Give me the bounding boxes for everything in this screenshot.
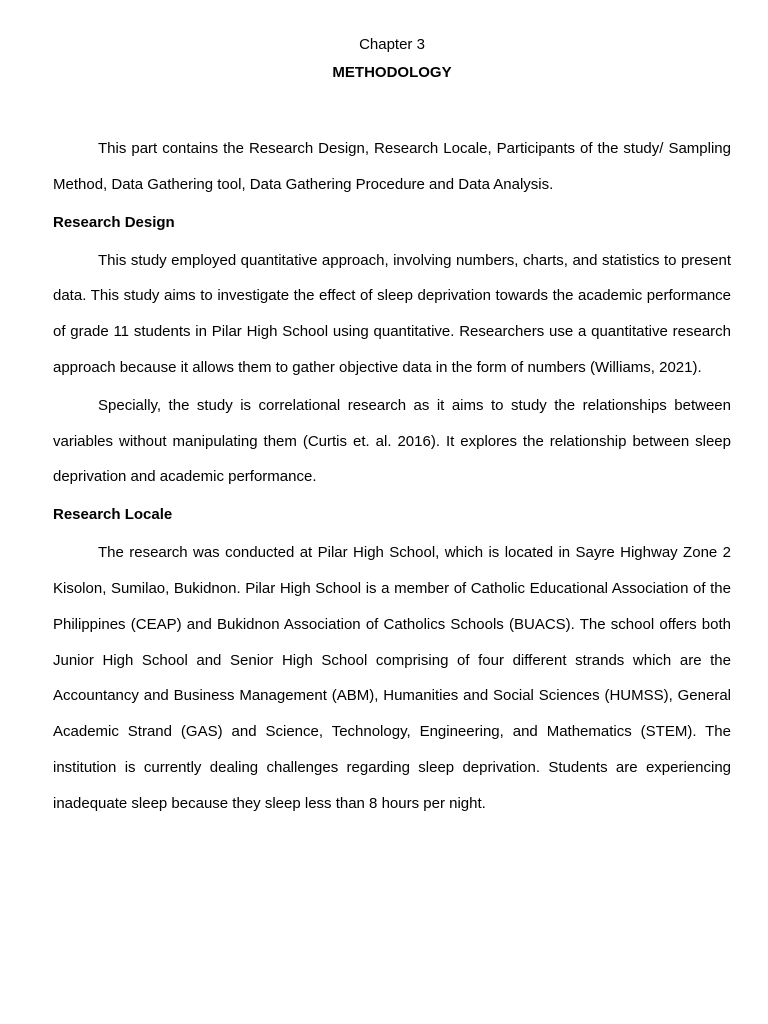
research-locale-heading: Research Locale	[53, 506, 173, 524]
research-design-paragraph-2: Specially, the study is correlational research as it aims to study the relationships between variables without manipulating them (Curtis et. al. 2016). It explores the relationship between sleep deprivation and academic performance.	[53, 396, 731, 486]
chapter-title: METHODOLOGY	[332, 64, 452, 81]
intro-paragraph: This part contains the Research Design, Research Locale, Participants of the study/ Sampling Method, Data Gathering tool, Data Gathering Procedure and Data Analysis.	[53, 140, 731, 193]
research-design-heading: Research Design	[53, 213, 175, 231]
chapter-label: Chapter 3	[359, 36, 425, 53]
research-design-paragraph-1: This study employed quantitative approach, involving numbers, charts, and statistics to present data. This study aims to investigate the effect of sleep deprivation towards the academic performance of grade 11 students in Pilar High School using quantitative. Researchers use a quantitative research approach because it allows them to gather objective data in the form of numbers (Williams, 2021).	[53, 251, 731, 376]
research-locale-paragraph-1: The research was conducted at Pilar High School, which is located in Sayre Highway Zone 2 Kisolon, Sumilao, Bukidnon. Pilar High School is a member of Catholic Educational Association of the Philippines (CEAP) and Bukidnon Association of Catholics Schools (BUACS). The school offers both Junior High School and Senior High School comprising of four different strands which are the Accountancy and Business Management (ABM), Humanities and Social Sciences (HUMSS), General Academic Strand (GAS) and Science, Technology, Engineering, and Mathematics (STEM). The institution is currently dealing challenges regarding sleep deprivation. Students are experiencing inadequate sleep because they sleep less than 8 hours per night.	[53, 544, 731, 812]
